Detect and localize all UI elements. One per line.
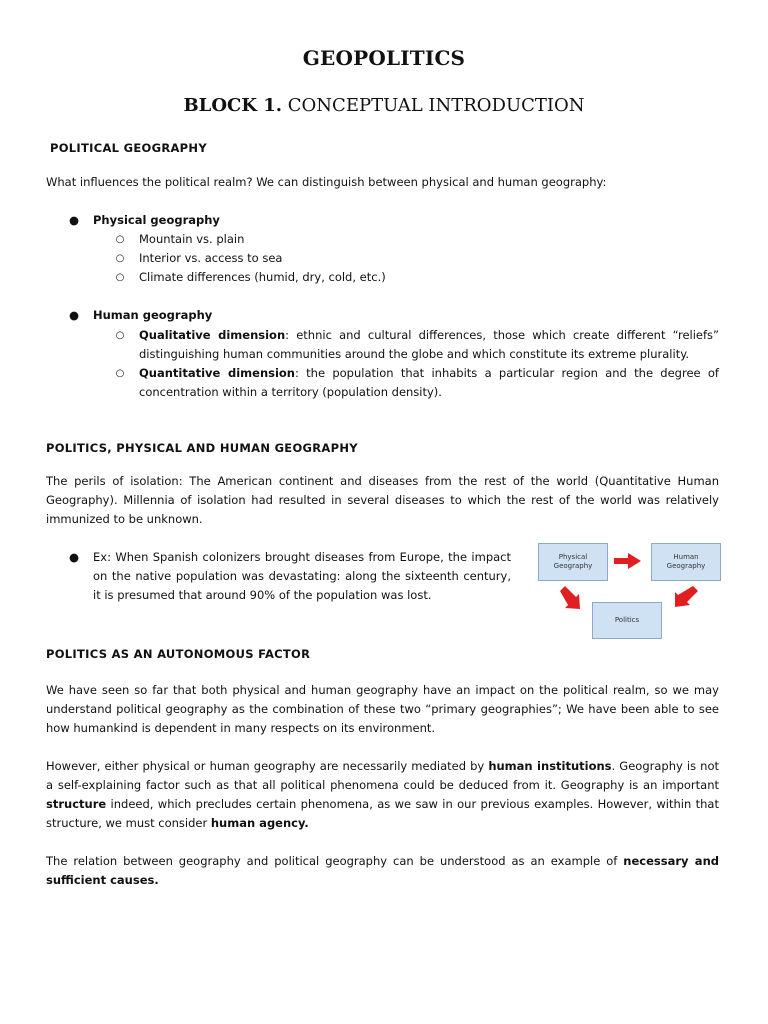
document-subtitle (0, 95, 768, 116)
quantitative-label: Quantitative dimension (139, 366, 295, 380)
diagram-physical-line1: Physical (558, 553, 588, 561)
list-item-example: Ex: When Spanish colonizers brought diseases from Europe, the impact on the native population was devastating: along the sixteenth century, it is presumed that around 90% of the population was lost. (93, 550, 511, 602)
diagram-physical-line2: Geography (553, 562, 593, 570)
bold-human-agency: human agency. (210, 816, 309, 830)
subtitle-block: BLOCK 1. (183, 95, 283, 116)
diagram-human-line2: Geography (666, 562, 706, 570)
bullet-icon: ● (68, 213, 80, 227)
down-right-arrow-icon (560, 586, 580, 609)
paragraph-isolation: The perils of isolation: The American continent and diseases from the rest of the world (Quantitative Human Geography). Millennia of isolation had resulted in several diseases to which the rest of the world was relatively immunized to be unknown. (46, 474, 719, 526)
list-item-physical: Physical geography (93, 213, 220, 227)
paragraph-human-institutions (46, 757, 719, 833)
sub-item: Climate differences (humid, dry, cold, etc.) (139, 270, 386, 284)
paragraph-intro: What influences the political realm? We can distinguish between physical and human geography: (46, 175, 607, 189)
circle-bullet-icon: ○ (115, 253, 125, 264)
section-heading-autonomous-factor: POLITICS AS AN AUTONOMOUS FACTOR (46, 647, 311, 661)
section-heading-politics-geography: POLITICS, PHYSICAL AND HUMAN GEOGRAPHY (46, 441, 358, 455)
circle-bullet-icon: ○ (115, 368, 125, 379)
diagram-geography-politics (528, 536, 726, 646)
sub-item: Mountain vs. plain (139, 232, 245, 246)
bullet-icon: ● (68, 308, 80, 322)
bold-human-institutions: human institutions (488, 759, 612, 773)
document-title: GEOPOLITICS (302, 46, 466, 70)
circle-bullet-icon: ○ (115, 330, 125, 341)
text-run: . Geography is not a self-explaining factor such as that all political phenomena could be deduced from it. Geography is an important (46, 759, 720, 792)
quantitative-text: : the population that inhabits a particular region and the degree of concentration within a territory (population density). (139, 366, 719, 399)
subtitle-text: CONCEPTUAL INTRODUCTION (287, 95, 585, 116)
qualitative-label: Qualitative dimension (139, 328, 286, 342)
text-run: The relation between geography and political geography can be understood as an example of (46, 854, 624, 868)
list-item-human: Human geography (93, 308, 213, 322)
bold-necessary-sufficient: necessary and sufficient causes. (46, 854, 719, 887)
diagram-human-line1: Human (673, 553, 699, 561)
paragraph-primary-geographies: We have seen so far that both physical and human geography have an impact on the political realm, so we may understand political geography as the combination of these two “primary geographies”; We have been able to see how humankind is dependent in many respects on its environment. (46, 683, 719, 735)
text-run: indeed, which precludes certain phenomena, as we saw in our previous examples. However, within that structure, we must consider (46, 797, 719, 830)
text-run: However, either physical or human geography are necessarily mediated by (46, 759, 489, 773)
right-arrow-icon (614, 553, 641, 569)
sub-item-qualitative (139, 326, 719, 364)
diagram-arrows (528, 536, 726, 646)
circle-bullet-icon: ○ (115, 272, 125, 283)
section-heading-political-geography: POLITICAL GEOGRAPHY (50, 141, 207, 155)
qualitative-text: : ethnic and cultural differences, those which create different “reliefs” distinguishing human communities around the globe and which constitute its extreme plurality. (139, 328, 719, 361)
sub-item-quantitative (139, 364, 719, 402)
bold-structure: structure (46, 797, 107, 811)
bullet-icon: ● (68, 550, 80, 564)
circle-bullet-icon: ○ (115, 234, 125, 245)
paragraph-causes (46, 852, 719, 890)
sub-item: Interior vs. access to sea (139, 251, 283, 265)
diagram-politics-label: Politics (614, 616, 640, 624)
down-left-arrow-icon (675, 586, 698, 607)
